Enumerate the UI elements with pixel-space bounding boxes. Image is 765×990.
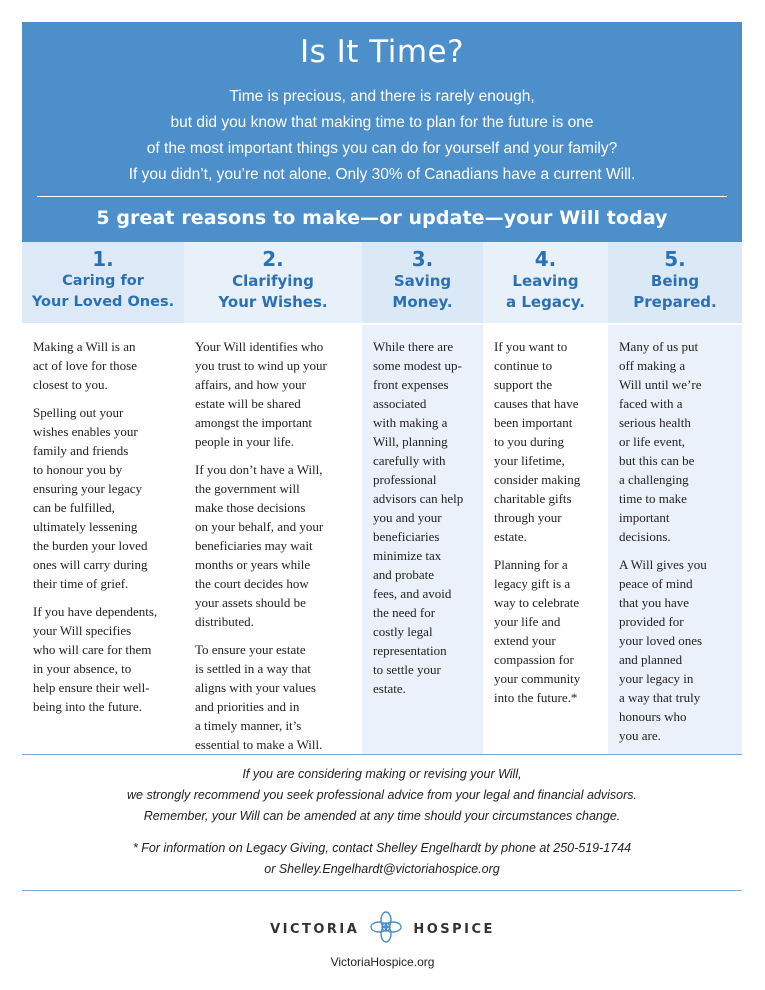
reasons-subheading: 5 great reasons to make—or update—your Will today <box>96 207 668 229</box>
reason-text-line: and probate <box>373 567 435 582</box>
reason-paragraph <box>494 337 599 546</box>
reason-text-line: the court decides how <box>195 576 309 591</box>
intro-line: but did you know that making time to plan for the future is one <box>170 114 594 131</box>
website-link[interactable]: VictoriaHospice.org <box>330 955 435 969</box>
reason-text-line: Will, planning <box>373 434 448 449</box>
reason-title-line: Clarifying <box>232 272 314 290</box>
reason-text-line: peace of mind <box>619 576 693 591</box>
reason-text-line: affairs, and how your <box>195 377 306 392</box>
reason-text-line: to you during <box>494 434 565 449</box>
reason-text-line: through your <box>494 510 562 525</box>
reason-column-2 <box>184 242 362 754</box>
reason-text-line: honours who <box>619 709 687 724</box>
reason-text-line: months or years while <box>195 557 311 572</box>
reason-text-line: causes that have <box>494 396 579 411</box>
reason-text-line: act of love for those <box>33 358 137 373</box>
reason-text-line: fees, and avoid <box>373 586 452 601</box>
reason-text-line: ensuring your legacy <box>33 481 143 496</box>
header-banner <box>22 22 742 242</box>
reason-text-line: Making a Will is an <box>33 339 136 354</box>
reason-text-line: If you don’t have a Will, <box>195 462 323 477</box>
reason-column-5 <box>608 242 742 754</box>
reason-paragraph <box>195 460 353 631</box>
header-divider <box>37 196 727 197</box>
reason-text-line: estate. <box>494 529 527 544</box>
reason-body <box>22 325 184 716</box>
reason-text-line: While there are <box>373 339 454 354</box>
reason-text-line: people in your life. <box>195 434 294 449</box>
reason-title-line: Your Wishes. <box>218 293 328 311</box>
reason-text-line: time to make <box>619 491 687 506</box>
reason-text-line: Many of us put <box>619 339 699 354</box>
reason-text-line: your loved ones <box>619 633 703 648</box>
reason-heading <box>22 242 184 325</box>
reason-text-line: in your absence, to <box>33 661 132 676</box>
reason-text-line: wishes enables your <box>33 424 138 439</box>
reason-text-line: family and friends <box>33 443 129 458</box>
reason-text-line: decisions. <box>619 529 671 544</box>
reasons-columns <box>22 242 742 754</box>
reason-text-line: the government will <box>195 481 300 496</box>
reason-text-line: the need for <box>373 605 436 620</box>
section-divider <box>22 754 742 755</box>
reason-text-line: legacy gift is a <box>494 576 571 591</box>
reason-text-line: closest to you. <box>33 377 108 392</box>
reason-text-line: professional <box>373 472 437 487</box>
reason-text-line: your Will specifies <box>33 623 132 638</box>
reason-text-line: beneficiaries may wait <box>195 538 313 553</box>
reason-number: 2. <box>262 247 284 271</box>
reason-text-line: you trust to wind up your <box>195 358 327 373</box>
reason-text-line: carefully with <box>373 453 446 468</box>
reason-text-line: Planning for a <box>494 557 568 572</box>
reason-text-line: charitable gifts <box>494 491 572 506</box>
reason-text-line: way to celebrate <box>494 595 580 610</box>
reason-text-line: To ensure your estate <box>195 642 306 657</box>
reason-number: 5. <box>664 247 686 271</box>
logo-word-right: HOSPICE <box>413 922 495 937</box>
reason-text-line: with making a <box>373 415 448 430</box>
reason-body <box>608 325 742 745</box>
reason-paragraph <box>619 337 733 546</box>
reason-text-line: help ensure their well- <box>33 680 150 695</box>
reason-paragraph <box>33 602 175 716</box>
reason-text-line: can be fulfilled, <box>33 500 115 515</box>
reason-body <box>362 325 483 698</box>
advice-line: If you are considering making or revising your Will, <box>242 767 522 781</box>
reason-text-line: a challenging <box>619 472 689 487</box>
reason-text-line: you are. <box>619 728 661 743</box>
legacy-line: * For information on Legacy Giving, contact Shelley Engelhardt by phone at 250-519-1744 <box>132 841 632 855</box>
victoria-hospice-logo <box>0 910 765 949</box>
reason-text-line: or life event, <box>619 434 686 449</box>
reason-heading <box>483 242 608 325</box>
reason-text-line: your life and <box>494 614 561 629</box>
reason-paragraph <box>195 337 353 451</box>
reason-text-line: distributed. <box>195 614 254 629</box>
reason-text-line: off making a <box>619 358 686 373</box>
reason-text-line: important <box>619 510 670 525</box>
intro-line: Time is precious, and there is rarely enough, <box>229 88 535 105</box>
reason-text-line: Will until we’re <box>619 377 702 392</box>
reason-paragraph <box>619 555 733 745</box>
intro-line: of the most important things you can do for yourself and your family? <box>146 140 618 157</box>
reason-number: 1. <box>92 247 114 271</box>
reason-text-line: ones will carry during <box>33 557 148 572</box>
reason-title-line: Leaving <box>512 272 579 290</box>
reason-text-line: continue to <box>494 358 553 373</box>
reason-text-line: Spelling out your <box>33 405 124 420</box>
reason-text-line: make those decisions <box>195 500 306 515</box>
reason-number: 3. <box>411 247 434 271</box>
reason-text-line: to honour you by <box>33 462 123 477</box>
reason-text-line: their time of grief. <box>33 576 129 591</box>
reason-text-line: estate will be shared <box>195 396 301 411</box>
reason-paragraph <box>373 337 474 698</box>
reason-text-line: front expenses <box>373 377 449 392</box>
logo-word-left: VICTORIA <box>270 922 360 937</box>
reason-text-line: and priorities and in <box>195 699 300 714</box>
reason-title-line: Your Loved Ones. <box>31 294 175 310</box>
reason-text-line: consider making <box>494 472 581 487</box>
reason-number: 4. <box>534 247 557 271</box>
reason-title-line: Being <box>650 272 700 290</box>
reason-title-line: Saving <box>393 272 452 290</box>
advice-note <box>22 764 742 827</box>
reason-column-4 <box>483 242 608 754</box>
advice-line: Remember, your Will can be amended at any time should your circumstances change. <box>143 809 621 823</box>
reason-text-line: beneficiaries <box>373 529 440 544</box>
reason-text-line: your community <box>494 671 581 686</box>
reason-body <box>184 325 362 754</box>
reason-paragraph <box>33 337 175 394</box>
reason-text-line: provided for <box>619 614 684 629</box>
flower-knot-icon <box>369 910 403 949</box>
reason-text-line: your assets should be <box>195 595 306 610</box>
reason-text-line: on your behalf, and your <box>195 519 324 534</box>
intro-line: If you didn’t, you’re not alone. Only 30% of Canadians have a current Will. <box>128 166 636 183</box>
legacy-email[interactable]: or Shelley.Engelhardt@victoriahospice.org <box>264 862 500 876</box>
reason-text-line: essential to make a Will. <box>195 737 323 752</box>
reason-heading <box>184 242 362 325</box>
reason-text-line: is settled in a way that <box>195 661 311 676</box>
reason-paragraph <box>33 403 175 593</box>
reason-text-line: but this can be <box>619 453 695 468</box>
reason-text-line: a way that truly <box>619 690 701 705</box>
intro-text <box>22 84 742 188</box>
reason-text-line: who will care for them <box>33 642 152 657</box>
reason-heading <box>608 242 742 325</box>
reason-text-line: support the <box>494 377 553 392</box>
reason-text-line: your legacy in <box>619 671 694 686</box>
page-title: Is It Time? <box>299 34 465 70</box>
reason-text-line: you and your <box>373 510 442 525</box>
reason-text-line: ultimately lessening <box>33 519 138 534</box>
reason-text-line: estate. <box>373 681 406 696</box>
reason-paragraph <box>494 555 599 707</box>
reason-text-line: costly legal <box>373 624 433 639</box>
reason-text-line: If you want to <box>494 339 568 354</box>
reason-text-line: aligns with your values <box>195 680 316 695</box>
reason-text-line: minimize tax <box>373 548 442 563</box>
reason-text-line: your lifetime, <box>494 453 565 468</box>
reason-text-line: being into the future. <box>33 699 143 714</box>
reason-column-1 <box>22 242 184 754</box>
reason-text-line: and planned <box>619 652 683 667</box>
reason-text-line: into the future.* <box>494 690 578 705</box>
reason-text-line: the burden your loved <box>33 538 148 553</box>
reason-column-3 <box>362 242 483 754</box>
reason-text-line: faced with a <box>619 396 683 411</box>
reason-title-line: Prepared. <box>633 293 717 311</box>
footer-divider <box>22 890 742 891</box>
reason-text-line: A Will gives you <box>619 557 707 572</box>
legacy-contact-note <box>22 838 742 880</box>
reason-title-line: a Legacy. <box>506 293 585 311</box>
reason-text-line: amongst the important <box>195 415 312 430</box>
reason-title-line: Money. <box>392 293 453 311</box>
advice-line: we strongly recommend you seek professional advice from your legal and financial advisors. <box>127 788 637 802</box>
reason-text-line: If you have dependents, <box>33 604 158 619</box>
reason-paragraph <box>195 640 353 754</box>
reason-text-line: to settle your <box>373 662 441 677</box>
reason-text-line: extend your <box>494 633 556 648</box>
reason-title-line: Caring for <box>62 273 144 289</box>
reason-text-line: compassion for <box>494 652 574 667</box>
reason-heading <box>362 242 483 325</box>
reason-text-line: serious health <box>619 415 691 430</box>
reason-text-line: some modest up- <box>373 358 462 373</box>
reason-body <box>483 325 608 707</box>
reason-text-line: that you have <box>619 595 690 610</box>
reason-text-line: a timely manner, it’s <box>195 718 302 733</box>
reason-text-line: advisors can help <box>373 491 464 506</box>
reason-text-line: associated <box>373 396 427 411</box>
reason-text-line: been important <box>494 415 573 430</box>
reason-text-line: representation <box>373 643 447 658</box>
reason-text-line: Your Will identifies who <box>195 339 324 354</box>
